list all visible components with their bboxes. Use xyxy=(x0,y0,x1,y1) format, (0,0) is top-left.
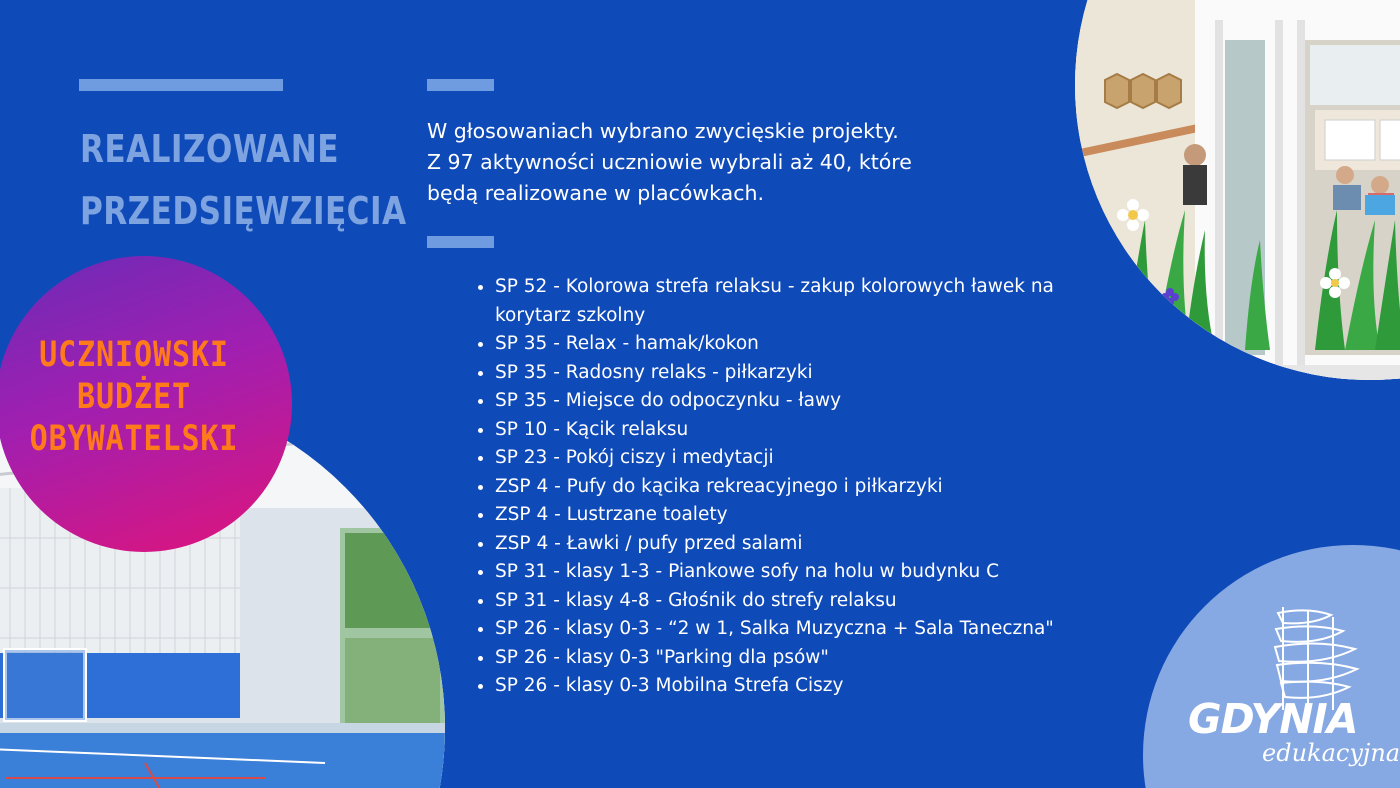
list-item: • ZSP 4 - Lustrzane toalety xyxy=(495,501,1105,530)
badge-text xyxy=(5,334,263,460)
heading-accent-bar xyxy=(79,79,283,91)
intro-line-1: W głosowaniach wybrano zwycięskie projekty. xyxy=(427,119,899,143)
intro-accent-bar-top xyxy=(427,79,494,91)
list-item: • ZSP 4 - Ławki / pufy przed salami xyxy=(495,530,1105,559)
list-item: • SP 26 - klasy 0-3 "Parking dla psów" xyxy=(495,644,1105,673)
list-item: • SP 23 - Pokój ciszy i medytacji xyxy=(495,444,1105,473)
heading-line-2: PRZEDSIĘWZIĘCIA xyxy=(80,189,407,233)
list-item: • SP 26 - klasy 0-3 Mobilna Strefa Ciszy xyxy=(495,672,1105,701)
list-item: • SP 26 - klasy 0-3 - “2 w 1, Salka Muzyczna + Sala Taneczna" xyxy=(495,615,1105,644)
intro-line-3: będą realizowane w placówkach. xyxy=(427,181,764,205)
budget-badge xyxy=(0,256,292,552)
logo-subtitle: edukacyjna xyxy=(1262,739,1400,767)
intro-line-2: Z 97 aktywności uczniowie wybrali aż 40, które xyxy=(427,150,912,174)
classroom-photo xyxy=(1075,0,1400,380)
list-item: • SP 35 - Miejsce do odpoczynku - ławy xyxy=(495,387,1105,416)
badge-line-2: BUDŻET xyxy=(77,377,191,417)
intro-text xyxy=(427,116,1047,209)
logo-brand: GDYNIA xyxy=(1188,695,1358,743)
projects-list xyxy=(477,273,1105,701)
list-item: • SP 10 - Kącik relaksu xyxy=(495,416,1105,445)
list-item: • ZSP 4 - Pufy do kącika rekreacyjnego i piłkarzyki xyxy=(495,473,1105,502)
list-item: • SP 35 - Radosny relaks - piłkarzyki xyxy=(495,359,1105,388)
section-heading xyxy=(80,118,406,242)
heading-line-1: REALIZOWANE xyxy=(80,127,339,171)
intro-accent-bar-bottom xyxy=(427,236,494,248)
badge-line-3: OBYWATELSKI xyxy=(29,419,239,459)
list-item: • SP 31 - klasy 1-3 - Piankowe sofy na holu w budynku C xyxy=(495,558,1105,587)
list-item: • SP 52 - Kolorowa strefa relaksu - zakup kolorowych ławek na korytarz szkolny xyxy=(495,273,1105,330)
list-item: • SP 31 - klasy 4-8 - Głośnik do strefy relaksu xyxy=(495,587,1105,616)
badge-line-1: UCZNIOWSKI xyxy=(39,335,229,375)
list-item: • SP 35 - Relax - hamak/kokon xyxy=(495,330,1105,359)
